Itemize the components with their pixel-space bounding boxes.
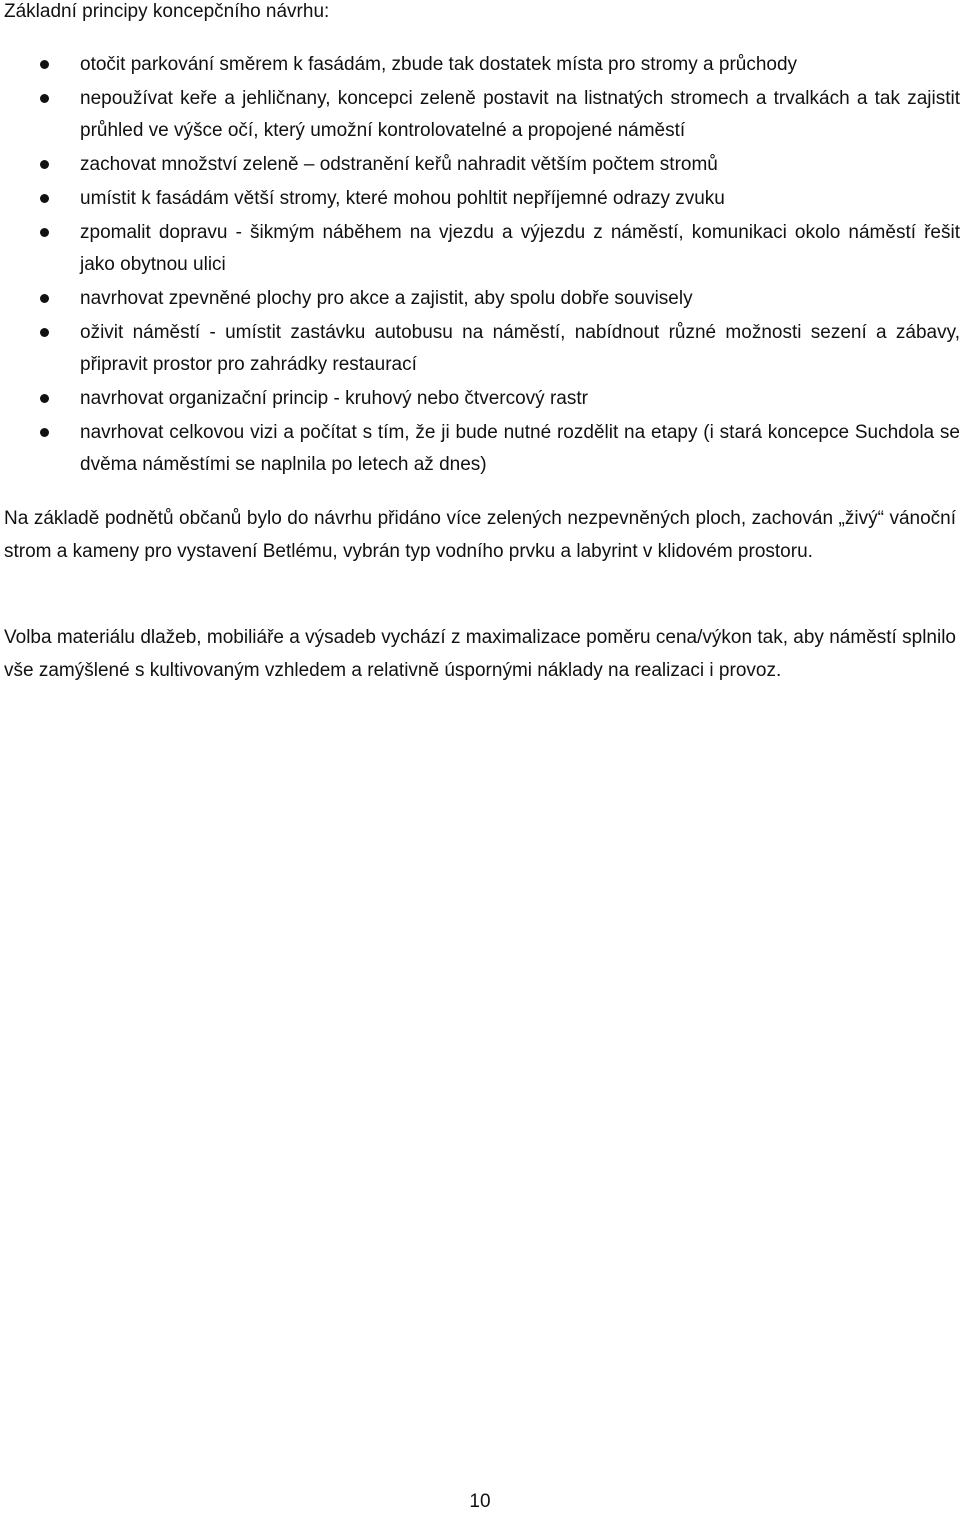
list-item	[0, 417, 960, 481]
bullet-icon	[40, 294, 49, 303]
list-item	[0, 383, 960, 415]
citizen-input-paragraph: Na základě podnětů občanů bylo do návrhu přidáno více zelených nezpevněných ploch, zachován „živý“ vánoční strom a kameny pro vystavení Betlému, vybrán typ vodního prvku a labyrint v klidovém prostoru.	[4, 508, 956, 562]
bullet-icon	[40, 160, 49, 169]
list-item-text: navrhovat organizační princip - kruhový nebo čtvercový rastr	[80, 388, 588, 409]
bullet-icon	[40, 194, 49, 203]
section-heading: Základní principy koncepčního návrhu:	[4, 1, 330, 22]
page-number: 10	[469, 1491, 491, 1512]
list-item-text: navrhovat zpevněné plochy pro akce a zajistit, aby spolu dobře souvisely	[80, 288, 693, 309]
bullet-icon	[40, 228, 49, 237]
list-item	[0, 183, 960, 215]
bullet-icon	[40, 328, 49, 337]
bullet-icon	[40, 60, 49, 69]
principles-list	[0, 49, 960, 483]
list-item-text: navrhovat celkovou vizi a počítat s tím, že ji bude nutné rozdělit na etapy (i stará koncepce Suchdola se dvěma náměstími se naplnila po letech až dnes)	[80, 422, 960, 475]
list-item-text: zpomalit dopravu - šikmým náběhem na vjezdu a výjezdu z náměstí, komunikaci okolo náměstí řešit jako obytnou ulici	[80, 222, 960, 275]
list-item	[0, 317, 960, 381]
materials-paragraph: Volba materiálu dlažeb, mobiliáře a výsadeb vychází z maximalizace poměru cena/výkon tak, aby náměstí splnilo vše zamýšlené s kultivovaným vzhledem a relativně úspornými náklady na realizaci i provoz.	[4, 627, 956, 681]
list-item-text: zachovat množství zeleně – odstranění keřů nahradit větším počtem stromů	[80, 154, 718, 175]
list-item	[0, 149, 960, 181]
list-item-text: nepoužívat keře a jehličnany, koncepci zeleně postavit na listnatých stromech a trvalkách a tak zajistit průhled ve výšce očí, který umožní kontrolovatelné a propojené náměstí	[80, 88, 960, 141]
list-item	[0, 83, 960, 147]
list-item	[0, 283, 960, 315]
list-item	[0, 49, 960, 81]
bullet-icon	[40, 94, 49, 103]
bullet-icon	[40, 428, 49, 437]
list-item	[0, 217, 960, 281]
list-item-text: umístit k fasádám větší stromy, které mohou pohltit nepříjemné odrazy zvuku	[80, 188, 725, 209]
bullet-icon	[40, 394, 49, 403]
list-item-text: oživit náměstí - umístit zastávku autobusu na náměstí, nabídnout různé možnosti sezení a zábavy, připravit prostor pro zahrádky restaurací	[80, 322, 960, 375]
list-item-text: otočit parkování směrem k fasádám, zbude tak dostatek místa pro stromy a průchody	[80, 54, 798, 75]
